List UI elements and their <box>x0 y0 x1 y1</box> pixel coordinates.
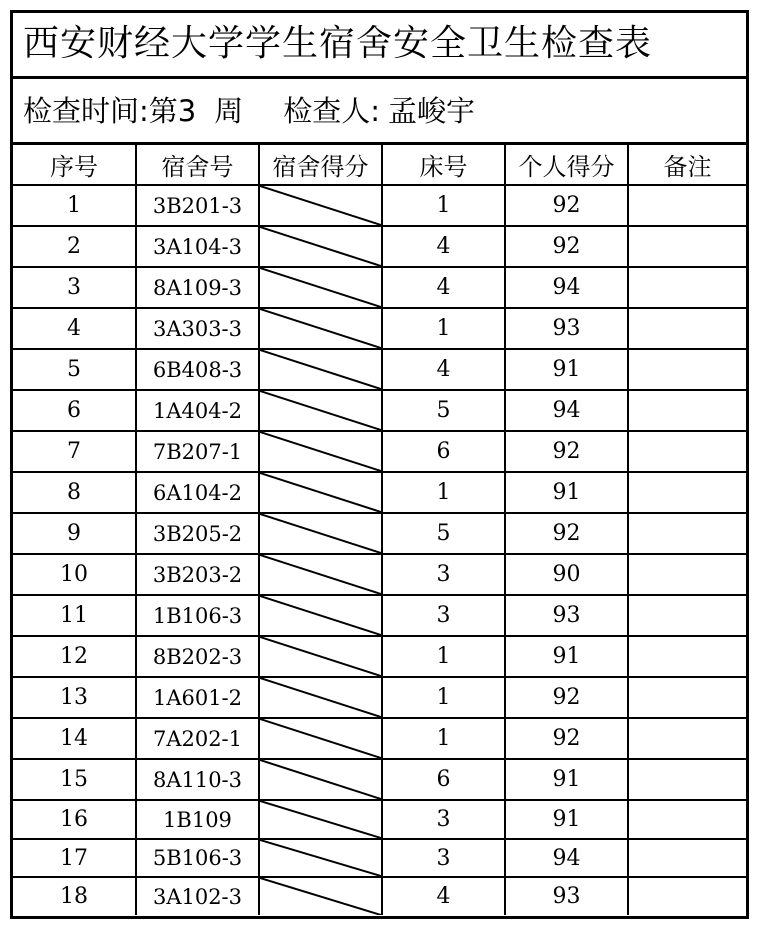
dorm-score-empty <box>259 349 382 390</box>
personal-score: 90 <box>505 554 628 595</box>
row-number: 2 <box>13 226 136 267</box>
bed-number: 3 <box>382 800 505 839</box>
diagonal-slash <box>260 227 381 266</box>
bed-number: 4 <box>382 349 505 390</box>
personal-score: 92 <box>505 513 628 554</box>
table-row <box>13 308 746 349</box>
personal-score: 91 <box>505 759 628 800</box>
dorm-score-empty <box>259 595 382 636</box>
remarks <box>628 554 746 595</box>
dorm-number: 3A303-3 <box>136 308 259 349</box>
dorm-score-empty <box>259 877 382 915</box>
dorm-score-empty <box>259 267 382 308</box>
bed-number: 3 <box>382 554 505 595</box>
dorm-number: 8B202-3 <box>136 636 259 677</box>
remarks <box>628 513 746 554</box>
diagonal-slash <box>260 678 381 717</box>
row-number: 17 <box>13 839 136 877</box>
table-row <box>13 877 746 915</box>
remarks <box>628 839 746 877</box>
bed-number: 5 <box>382 390 505 431</box>
table-row <box>13 677 746 718</box>
diagonal-slash <box>260 514 381 553</box>
row-number: 18 <box>13 877 136 915</box>
dorm-score-empty <box>259 513 382 554</box>
table-row <box>13 554 746 595</box>
dorm-score-empty <box>259 185 382 226</box>
bed-number: 1 <box>382 677 505 718</box>
bed-number: 4 <box>382 877 505 915</box>
row-number: 13 <box>13 677 136 718</box>
bed-number: 3 <box>382 839 505 877</box>
diagonal-slash <box>260 801 381 838</box>
row-number: 3 <box>13 267 136 308</box>
inspector-label: 检查人: <box>283 94 381 128</box>
personal-score: 92 <box>505 431 628 472</box>
remarks <box>628 759 746 800</box>
inspector-name: 孟峻宇 <box>388 94 476 128</box>
row-number: 16 <box>13 800 136 839</box>
col-header-dorm: 宿舍号 <box>136 145 259 185</box>
personal-score: 91 <box>505 349 628 390</box>
diagonal-slash <box>260 350 381 389</box>
col-header-dorm-score: 宿舍得分 <box>259 145 382 185</box>
dorm-number: 1B106-3 <box>136 595 259 636</box>
dorm-number: 3B201-3 <box>136 185 259 226</box>
remarks <box>628 877 746 915</box>
col-header-no: 序号 <box>13 145 136 185</box>
bed-number: 4 <box>382 226 505 267</box>
personal-score: 91 <box>505 636 628 677</box>
bed-number: 6 <box>382 759 505 800</box>
bed-number: 1 <box>382 185 505 226</box>
dorm-score-empty <box>259 759 382 800</box>
row-number: 8 <box>13 472 136 513</box>
dorm-number: 7A202-1 <box>136 718 259 759</box>
bed-number: 1 <box>382 308 505 349</box>
personal-score: 94 <box>505 839 628 877</box>
dorm-number: 1B109 <box>136 800 259 839</box>
diagonal-slash <box>260 596 381 635</box>
table-row <box>13 267 746 308</box>
remarks <box>628 308 746 349</box>
bed-number: 4 <box>382 267 505 308</box>
diagonal-slash <box>260 432 381 471</box>
dorm-score-empty <box>259 677 382 718</box>
remarks <box>628 800 746 839</box>
row-number: 7 <box>13 431 136 472</box>
personal-score: 92 <box>505 226 628 267</box>
row-number: 12 <box>13 636 136 677</box>
table-row <box>13 800 746 839</box>
remarks <box>628 226 746 267</box>
dorm-score-empty <box>259 226 382 267</box>
dorm-number: 8A109-3 <box>136 267 259 308</box>
remarks <box>628 677 746 718</box>
table-row <box>13 636 746 677</box>
bed-number: 3 <box>382 595 505 636</box>
row-number: 15 <box>13 759 136 800</box>
remarks <box>628 185 746 226</box>
dorm-score-empty <box>259 390 382 431</box>
personal-score: 93 <box>505 595 628 636</box>
table-row <box>13 839 746 877</box>
table-row <box>13 718 746 759</box>
dorm-number: 3A102-3 <box>136 877 259 915</box>
diagonal-slash <box>260 473 381 512</box>
remarks <box>628 472 746 513</box>
diagonal-slash <box>260 840 381 876</box>
inspection-info <box>13 79 746 145</box>
dorm-number: 6A104-2 <box>136 472 259 513</box>
personal-score: 94 <box>505 267 628 308</box>
dorm-score-empty <box>259 839 382 877</box>
personal-score: 91 <box>505 800 628 839</box>
dorm-score-empty <box>259 636 382 677</box>
dorm-score-empty <box>259 431 382 472</box>
row-number: 14 <box>13 718 136 759</box>
table-row <box>13 185 746 226</box>
week-unit: 周 <box>214 94 244 128</box>
dorm-number: 3B203-2 <box>136 554 259 595</box>
inspection-table <box>13 145 746 915</box>
remarks <box>628 595 746 636</box>
personal-score: 94 <box>505 390 628 431</box>
row-number: 11 <box>13 595 136 636</box>
week-value: 第3 <box>148 94 197 128</box>
diagonal-slash <box>260 186 381 225</box>
personal-score: 92 <box>505 185 628 226</box>
dorm-number: 6B408-3 <box>136 349 259 390</box>
dorm-score-empty <box>259 718 382 759</box>
remarks <box>628 390 746 431</box>
bed-number: 6 <box>382 431 505 472</box>
table-row <box>13 390 746 431</box>
diagonal-slash <box>260 555 381 594</box>
personal-score: 91 <box>505 472 628 513</box>
table-row <box>13 472 746 513</box>
bed-number: 1 <box>382 472 505 513</box>
diagonal-slash <box>260 637 381 676</box>
personal-score: 93 <box>505 877 628 915</box>
dorm-number: 8A110-3 <box>136 759 259 800</box>
dorm-score-empty <box>259 554 382 595</box>
dorm-number: 7B207-1 <box>136 431 259 472</box>
row-number: 5 <box>13 349 136 390</box>
dorm-score-empty <box>259 308 382 349</box>
diagonal-slash <box>260 760 381 799</box>
personal-score: 92 <box>505 718 628 759</box>
time-label: 检查时间: <box>23 94 149 128</box>
dorm-score-empty <box>259 472 382 513</box>
table-row <box>13 431 746 472</box>
personal-score: 93 <box>505 308 628 349</box>
diagonal-slash <box>260 391 381 430</box>
col-header-remarks: 备注 <box>628 145 746 185</box>
diagonal-slash <box>260 719 381 758</box>
table-row <box>13 595 746 636</box>
header-row <box>13 145 746 185</box>
remarks <box>628 718 746 759</box>
diagonal-slash <box>260 268 381 307</box>
bed-number: 1 <box>382 636 505 677</box>
row-number: 10 <box>13 554 136 595</box>
row-number: 9 <box>13 513 136 554</box>
remarks <box>628 636 746 677</box>
inspection-sheet <box>10 10 749 919</box>
remarks <box>628 267 746 308</box>
diagonal-slash <box>260 309 381 348</box>
dorm-number: 3A104-3 <box>136 226 259 267</box>
dorm-score-empty <box>259 800 382 839</box>
bed-number: 1 <box>382 718 505 759</box>
col-header-personal-score: 个人得分 <box>505 145 628 185</box>
row-number: 1 <box>13 185 136 226</box>
row-number: 4 <box>13 308 136 349</box>
personal-score: 92 <box>505 677 628 718</box>
table-row <box>13 349 746 390</box>
table-row <box>13 226 746 267</box>
remarks <box>628 349 746 390</box>
dorm-number: 3B205-2 <box>136 513 259 554</box>
col-header-bed: 床号 <box>382 145 505 185</box>
remarks <box>628 431 746 472</box>
dorm-number: 1A601-2 <box>136 677 259 718</box>
bed-number: 5 <box>382 513 505 554</box>
table-row <box>13 759 746 800</box>
dorm-number: 5B106-3 <box>136 839 259 877</box>
table-row <box>13 513 746 554</box>
dorm-number: 1A404-2 <box>136 390 259 431</box>
diagonal-slash <box>260 878 381 915</box>
sheet-title: 西安财经大学学生宿舍安全卫生检查表 <box>13 13 746 79</box>
row-number: 6 <box>13 390 136 431</box>
